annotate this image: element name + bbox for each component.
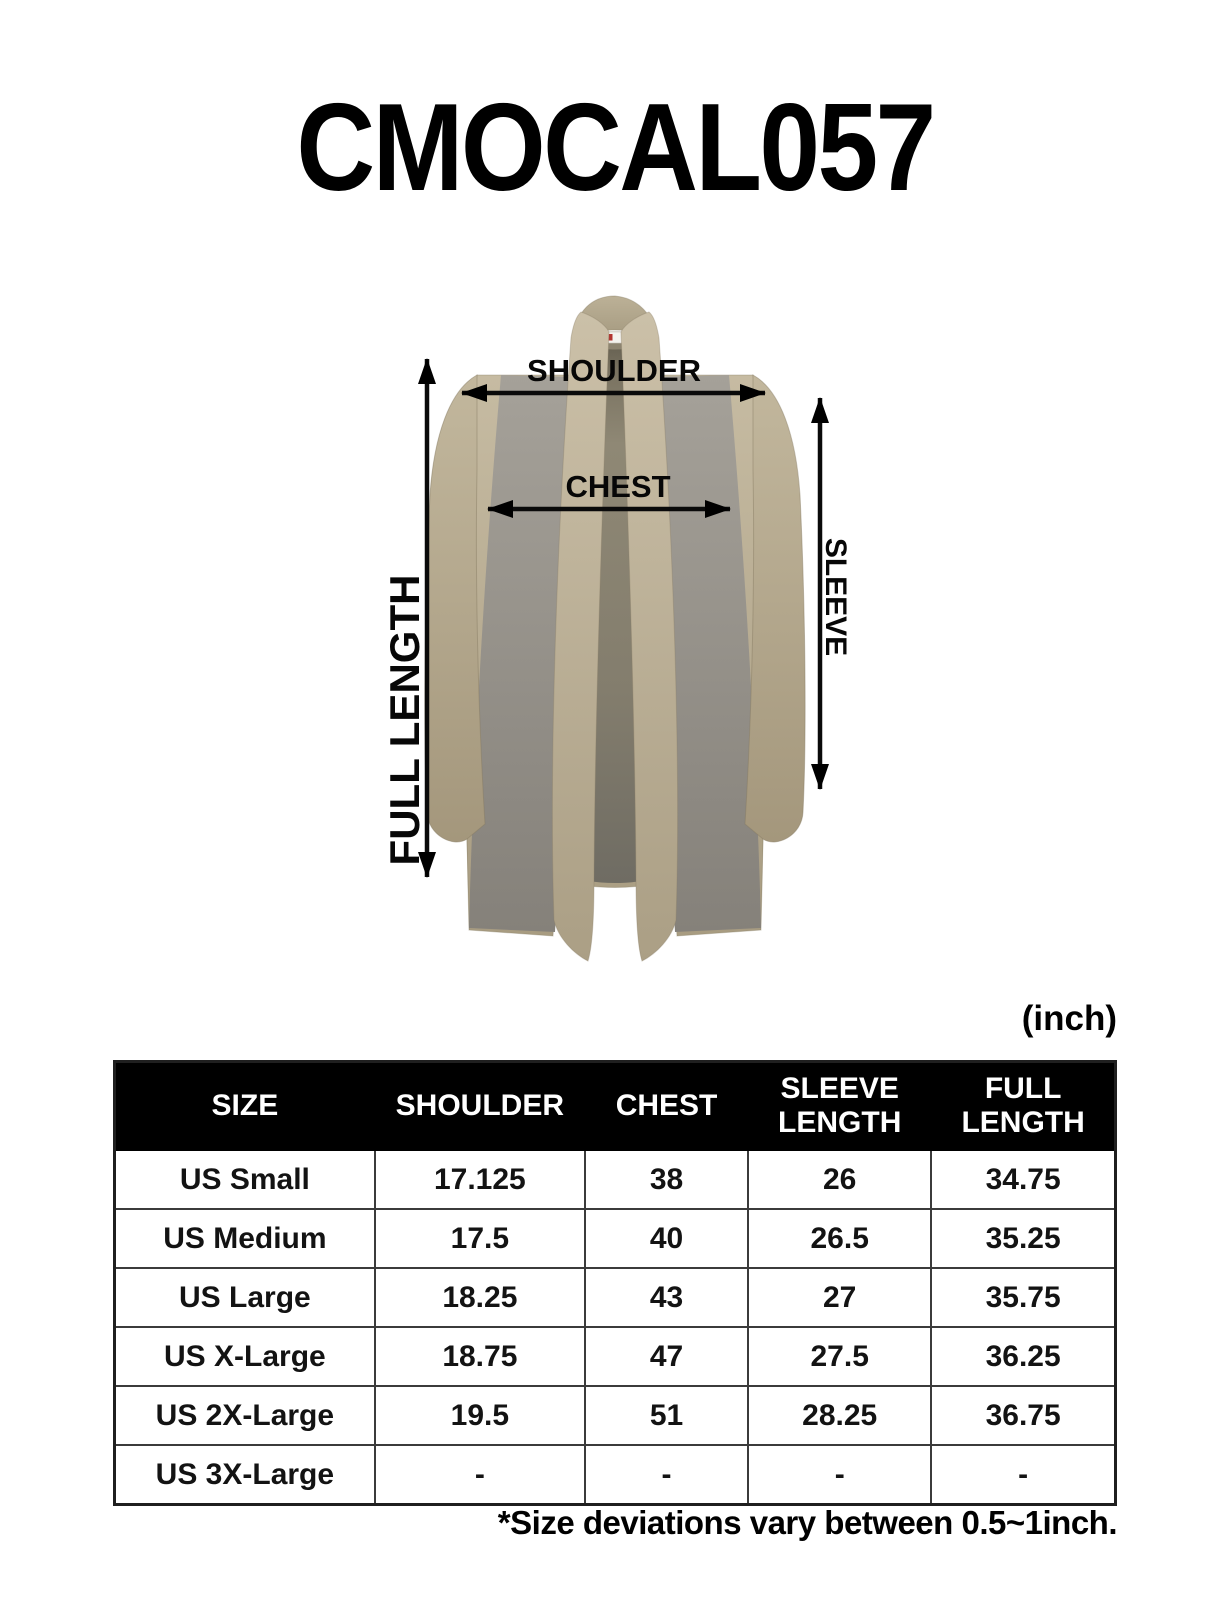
- size-deviation-footnote: *Size deviations vary between 0.5~1inch.: [497, 1504, 1117, 1541]
- chest-label: CHEST: [565, 469, 671, 504]
- full-length-cell: 35.75: [931, 1268, 1115, 1327]
- size-cell: US Medium: [115, 1209, 375, 1268]
- table-row: [115, 1150, 1116, 1209]
- cardigan-illustration: [425, 296, 805, 961]
- chest-cell: 47: [585, 1327, 748, 1386]
- chest-cell: 43: [585, 1268, 748, 1327]
- size-cell: US 3X-Large: [115, 1445, 375, 1505]
- size-table: [113, 1060, 1117, 1506]
- table-row: [115, 1386, 1116, 1445]
- size-cell: US 2X-Large: [115, 1386, 375, 1445]
- shoulder-cell: 19.5: [375, 1386, 585, 1445]
- table-row: [115, 1268, 1116, 1327]
- cardigan-sleeve-right: [745, 375, 805, 842]
- full-length-cell: 34.75: [931, 1150, 1115, 1209]
- chest-cell: 40: [585, 1209, 748, 1268]
- col-header-full-length: FULL LENGTH: [931, 1062, 1115, 1151]
- sleeve-length-cell: 27.5: [748, 1327, 931, 1386]
- cardigan-sleeve-left: [425, 375, 485, 842]
- unit-label: (inch): [1021, 999, 1117, 1038]
- size-table-container: [113, 1060, 1117, 1506]
- shoulder-cell: 17.5: [375, 1209, 585, 1268]
- sleeve-length-cell: 27: [748, 1268, 931, 1327]
- garment-measurement-diagram: [365, 280, 865, 980]
- full-length-cell: -: [931, 1445, 1115, 1505]
- sleeve-length-cell: 26.5: [748, 1209, 931, 1268]
- full-length-cell: 35.25: [931, 1209, 1115, 1268]
- sleeve-label: SLEEVE: [819, 537, 852, 657]
- size-cell: US X-Large: [115, 1327, 375, 1386]
- col-header-size: SIZE: [115, 1062, 375, 1151]
- chest-cell: 51: [585, 1386, 748, 1445]
- shoulder-cell: -: [375, 1445, 585, 1505]
- sleeve-length-cell: 26: [748, 1150, 931, 1209]
- table-row: [115, 1445, 1116, 1505]
- table-row: [115, 1327, 1116, 1386]
- size-cell: US Large: [115, 1268, 375, 1327]
- table-row: [115, 1209, 1116, 1268]
- shoulder-cell: 18.75: [375, 1327, 585, 1386]
- full-length-label: FULL LENGTH: [381, 574, 428, 866]
- page-title: CMOCAL057: [296, 79, 934, 217]
- sleeve-length-cell: 28.25: [748, 1386, 931, 1445]
- shoulder-cell: 17.125: [375, 1150, 585, 1209]
- col-header-chest: CHEST: [585, 1062, 748, 1151]
- sleeve-length-cell: -: [748, 1445, 931, 1505]
- col-header-sleeve-length: SLEEVE LENGTH: [748, 1062, 931, 1151]
- shoulder-label: SHOULDER: [527, 353, 701, 388]
- size-cell: US Small: [115, 1150, 375, 1209]
- header-row: [115, 1062, 1116, 1151]
- col-header-shoulder: SHOULDER: [375, 1062, 585, 1151]
- full-length-cell: 36.25: [931, 1327, 1115, 1386]
- chest-cell: -: [585, 1445, 748, 1505]
- chest-cell: 38: [585, 1150, 748, 1209]
- shoulder-cell: 18.25: [375, 1268, 585, 1327]
- full-length-cell: 36.75: [931, 1386, 1115, 1445]
